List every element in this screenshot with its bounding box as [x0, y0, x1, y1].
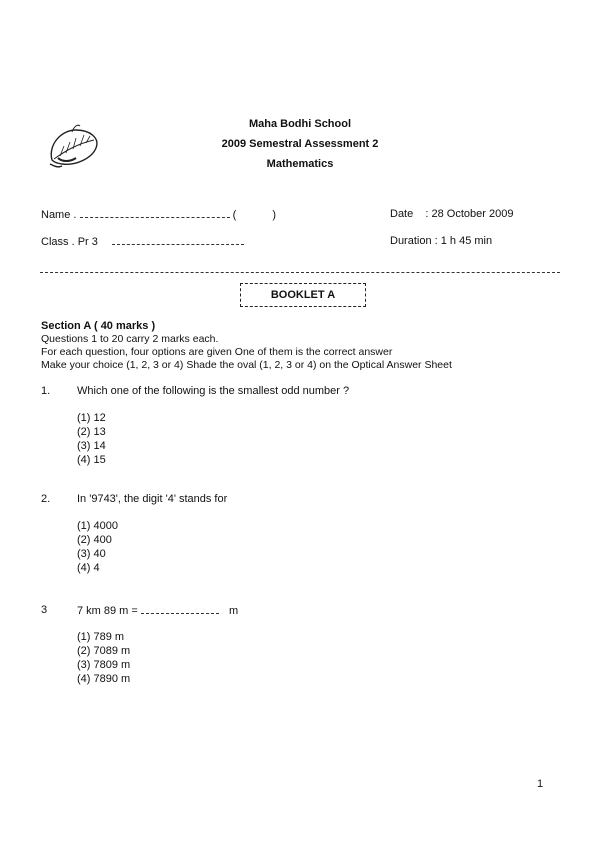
- name-label: Name: [41, 209, 71, 221]
- school-name: Maha Bodhi School: [248, 118, 352, 130]
- instruction-line: For each question, four options are given One of them is the correct answer: [41, 346, 393, 358]
- date-field: [390, 208, 513, 220]
- name-field[interactable]: Name . ( ): [41, 209, 277, 221]
- option-item: (3) 14: [77, 440, 106, 452]
- section-title: Section A ( 40 marks ): [41, 320, 156, 332]
- answer-blank[interactable]: [141, 604, 219, 614]
- dashed-separator: [40, 272, 560, 273]
- subject-title: Mathematics: [266, 158, 334, 170]
- option-item: (4) 7890 m: [77, 673, 131, 685]
- duration-field: [390, 235, 492, 247]
- question-text: [77, 604, 238, 617]
- name-blank[interactable]: [80, 208, 230, 218]
- question-text-prefix: 7 km 89 m =: [77, 605, 138, 617]
- duration-label: Duration: [390, 235, 432, 247]
- question-text: Which one of the following is the smallest odd number ?: [77, 385, 350, 397]
- date-label: Date: [390, 208, 414, 220]
- option-item: (3) 7809 m: [77, 659, 131, 671]
- assessment-title: 2009 Semestral Assessment 2: [221, 138, 379, 150]
- option-item: (2) 7089 m: [77, 645, 131, 657]
- class-blank[interactable]: [112, 235, 244, 245]
- class-label: Class: [41, 236, 69, 248]
- question-number: 3: [41, 604, 48, 616]
- booklet-label: BOOKLET A: [240, 283, 366, 307]
- option-item: (3) 40: [77, 548, 106, 560]
- name-bracket-open: (: [232, 209, 237, 221]
- option-item: (2) 400: [77, 534, 112, 546]
- date-value: : 28 October 2009: [425, 208, 514, 220]
- name-bracket-close: ): [272, 209, 277, 221]
- question-number: 1.: [41, 385, 51, 397]
- option-item: (1) 789 m: [77, 631, 125, 643]
- duration-value: : 1 h 45 min: [434, 235, 493, 247]
- option-item: (2) 13: [77, 426, 106, 438]
- instruction-line: Questions 1 to 20 carry 2 marks each.: [41, 333, 219, 345]
- instruction-line: Make your choice (1, 2, 3 or 4) Shade the oval (1, 2, 3 or 4) on the Optical Answer Sheet: [41, 359, 452, 371]
- option-item: (4) 4: [77, 562, 100, 574]
- page-number: 1: [537, 778, 544, 790]
- answer-unit: m: [229, 605, 239, 617]
- class-field[interactable]: Class . Pr 3: [41, 235, 244, 248]
- option-item: (4) 15: [77, 454, 106, 466]
- question-text: In '9743', the digit '4' stands for: [77, 493, 228, 505]
- question-number: 2.: [41, 493, 51, 505]
- class-value: Pr 3: [77, 236, 98, 248]
- option-item: (1) 4000: [77, 520, 118, 532]
- option-item: (1) 12: [77, 412, 106, 424]
